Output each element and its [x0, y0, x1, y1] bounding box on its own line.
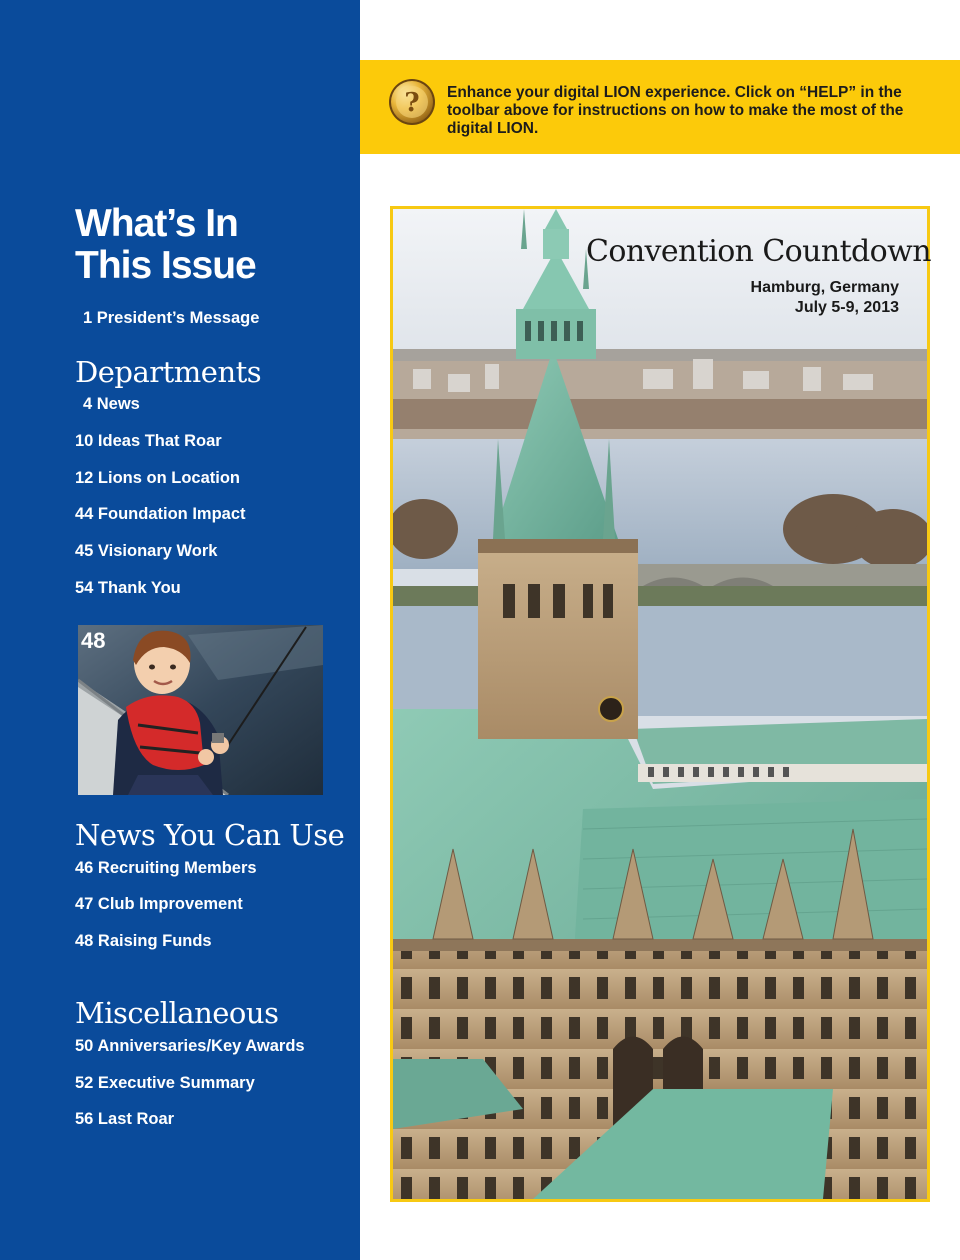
section-heading-news-you-can-use: News You Can Use	[75, 818, 345, 852]
toc-item-news[interactable]: 4 News	[83, 395, 140, 413]
help-banner-text: Enhance your digital LION experience. Click on “HELP” in the toolbar above for instructions on how to make the most of the digital LION.	[447, 84, 904, 137]
table-of-contents-sidebar	[0, 0, 360, 1260]
toc-item-visionary-work[interactable]: 45 Visionary Work	[75, 542, 218, 560]
page-title-line-1: What’s In	[75, 202, 238, 245]
help-question-icon[interactable]	[388, 78, 436, 126]
page-title	[75, 203, 345, 287]
toc-item-recruiting-members[interactable]: 46 Recruiting Members	[75, 859, 257, 877]
toc-item-anniversaries-key-awards[interactable]: 50 Anniversaries/Key Awards	[75, 1037, 305, 1055]
feature-title: Convention Countdown	[586, 234, 931, 269]
toc-item-ideas-that-roar[interactable]: 10 Ideas That Roar	[75, 432, 222, 450]
feature-location-dates	[700, 278, 899, 318]
toc-item-lions-on-location[interactable]: 12 Lions on Location	[75, 469, 241, 487]
feature-thumbnail-boy-fishing[interactable]	[78, 625, 323, 795]
hamburg-rathaus-illustration	[393, 209, 931, 1199]
feature-photo-hamburg-city-hall[interactable]	[390, 206, 930, 1202]
toc-item-last-roar[interactable]: 56 Last Roar	[75, 1110, 175, 1128]
page-title-line-2: This Issue	[75, 244, 256, 287]
svg-text:?: ?	[404, 88, 420, 118]
section-heading-miscellaneous: Miscellaneous	[75, 996, 279, 1030]
toc-item-club-improvement[interactable]: 47 Club Improvement	[75, 895, 243, 913]
toc-item-executive-summary[interactable]: 52 Executive Summary	[75, 1074, 255, 1092]
feature-dates: July 5-9, 2013	[794, 299, 899, 316]
toc-item-presidents-message[interactable]: 1 President’s Message	[83, 309, 260, 327]
boy-fishing-photo	[78, 625, 323, 795]
thumbnail-page-number: 48	[81, 628, 106, 653]
toc-item-raising-funds[interactable]: 48 Raising Funds	[75, 932, 212, 950]
section-heading-departments: Departments	[75, 355, 262, 389]
toc-item-foundation-impact[interactable]: 44 Foundation Impact	[75, 505, 246, 523]
feature-location: Hamburg, Germany	[750, 279, 899, 296]
toc-item-thank-you[interactable]: 54 Thank You	[75, 579, 181, 597]
